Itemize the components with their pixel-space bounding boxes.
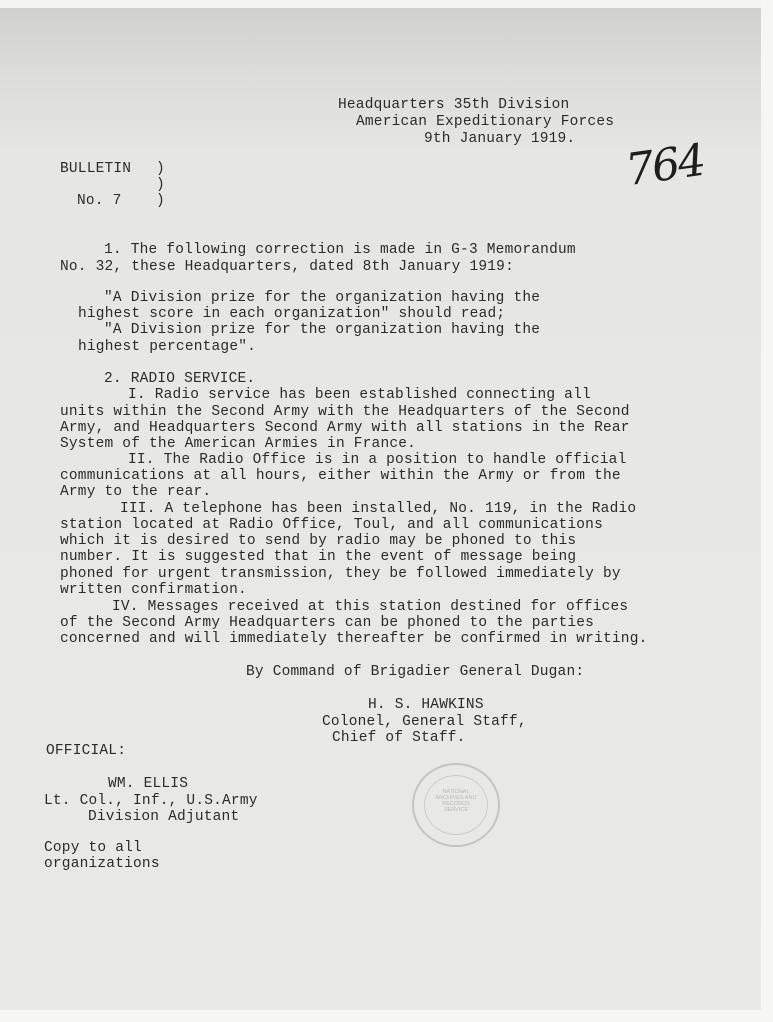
para1-line: 1. The following correction is made in G-3 Memorandum	[104, 242, 576, 258]
bulletin-label: BULLETIN	[60, 161, 132, 177]
sheet-bottom-edge	[0, 1010, 773, 1022]
stamp-text: NATIONAL ARCHIVES AND RECORDS SERVICE	[435, 789, 477, 813]
para2-line: IV. Messages received at this station destined for offices	[112, 599, 629, 615]
para2-line: Army, and Headquarters Second Army with all stations in the Rear	[60, 420, 630, 436]
copy-line: Copy to all	[44, 840, 142, 856]
handwritten-number: 764	[622, 134, 708, 197]
para2-line: written confirmation.	[60, 582, 247, 598]
bulletin-brace-3: )	[156, 193, 165, 209]
para2-heading: 2. RADIO SERVICE.	[104, 371, 256, 387]
para2-line: which it is desired to send by radio may be phoned to this	[60, 533, 577, 549]
official-label: OFFICIAL:	[46, 743, 127, 759]
para2-line: I. Radio service has been established connecting all	[128, 387, 591, 403]
official-name: WM. ELLIS	[108, 776, 189, 792]
bulletin-number: No. 7	[77, 193, 122, 209]
signer-title: Chief of Staff.	[332, 730, 466, 746]
para2-line: units within the Second Army with the Headquarters of the Second	[60, 404, 630, 420]
para1-line: No. 32, these Headquarters, dated 8th January 1919:	[60, 259, 514, 275]
bulletin-brace-1: )	[156, 161, 165, 177]
sheet-top-edge	[0, 0, 773, 8]
para2-line: number. It is suggested that in the event of message being	[60, 549, 577, 565]
para2-line: concerned and will immediately thereafter be confirmed in writing.	[60, 631, 648, 647]
signer-name: H. S. HAWKINS	[368, 697, 484, 713]
para2-line: Army to the rear.	[60, 484, 212, 500]
para2-line: System of the American Armies in France.	[60, 436, 417, 452]
header-date: 9th January 1919.	[424, 131, 576, 147]
para2-line: phoned for urgent transmission, they be followed immediately by	[60, 566, 621, 582]
para2-line: station located at Radio Office, Toul, and all communications	[60, 517, 603, 533]
signer-title: Colonel, General Staff,	[322, 714, 527, 730]
quote-line: "A Division prize for the organization having the	[104, 322, 541, 338]
header-hq: Headquarters 35th Division	[338, 97, 570, 113]
header-aef: American Expeditionary Forces	[356, 114, 615, 130]
para2-line: of the Second Army Headquarters can be phoned to the parties	[60, 615, 595, 631]
quote-line: "A Division prize for the organization having the	[104, 290, 541, 306]
copy-line: organizations	[44, 856, 160, 872]
quote-line: highest percentage".	[78, 339, 257, 355]
para2-line: III. A telephone has been installed, No. 119, in the Radio	[120, 501, 637, 517]
official-rank: Lt. Col., Inf., U.S.Army	[44, 793, 258, 809]
para2-line: II. The Radio Office is in a position to handle official	[128, 452, 627, 468]
para2-line: communications at all hours, either within the Army or from the	[60, 468, 621, 484]
official-role: Division Adjutant	[88, 809, 240, 825]
command-line: By Command of Brigadier General Dugan:	[246, 664, 585, 680]
sheet-right-edge	[761, 0, 773, 1022]
bulletin-brace-2: )	[156, 177, 165, 193]
archives-stamp	[412, 763, 500, 847]
quote-line: highest score in each organization" should read;	[78, 306, 506, 322]
